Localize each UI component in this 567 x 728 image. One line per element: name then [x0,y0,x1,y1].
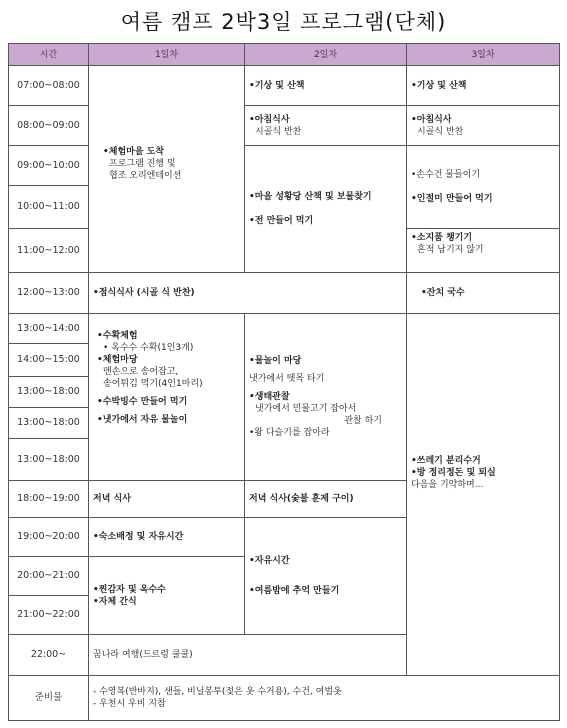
time-cell: 13:00~18:00 [8,438,89,481]
day2-morning [244,145,407,273]
activity-detail: 관찰 하기 [344,416,382,426]
activity-title: •아침식사 [411,114,452,125]
activity-title: •체험마을 도착 [103,147,165,157]
activity-detail: 시골식 반찬 [417,126,464,137]
time-cell: 20:00~21:00 [8,556,89,596]
activity-title: •마을 성황당 산책 및 보물찾기 [249,192,372,202]
supplies-list [88,675,560,721]
activity-title: •여름밤에 추억 만들기 [249,586,340,596]
day1-snack [88,556,245,635]
activity-title: •생태관찰 [249,392,290,402]
activity-title: •물놀이 마당 [249,356,302,366]
activity-title: •자체 간식 [93,596,137,607]
day1-arrival [88,65,245,273]
activity-detail: 냇가에서 뗏목 타기 [249,374,325,384]
activity-title: •수박빙수 만들어 먹기 [97,397,188,407]
header-time: 시간 [8,43,89,66]
activity-title: •전 만들어 먹기 [249,216,314,226]
day2-evening [244,517,407,635]
activity-detail: 흔적 남기지 않기 [417,245,484,255]
time-cell: 13:00~18:00 [8,376,89,408]
time-cell: 14:00~15:00 [8,343,89,377]
time-cell: 08:00~09:00 [8,105,89,146]
activity-title: •기상 및 산책 [411,80,467,91]
day2-wakeup [244,65,407,106]
supplies-label: 준비물 [8,675,89,721]
time-cell: 11:00~12:00 [8,228,89,273]
night-row [88,634,407,676]
time-cell: 22:00~ [8,634,89,676]
activity-detail: 시골식 반찬 [255,126,302,137]
activity-title: 저녁 식사 [93,494,131,504]
header-day3: 3일차 [406,43,560,66]
activity-title: •방 정리정돈 및 퇴실 [411,468,496,478]
day3-breakfast [406,105,560,146]
activity-title: •찐감자 및 옥수수 [93,584,166,595]
activity-title: •숙소배정 및 자유시간 [93,532,184,542]
activity-title: •기상 및 산책 [249,80,305,91]
day2-dinner [244,480,407,518]
activity-title: •수확체험 [97,331,138,341]
activity-title: •손수건 물들이기 [411,170,481,180]
activity-title: 저녁 식사(숯불 훈제 구이) [249,494,354,504]
activity-detail: • 옥수수 수확(1인3개) [103,343,194,353]
activity-title: •잔치 국수 [421,288,465,298]
activity-title: •인절미 만들어 먹기 [411,194,493,204]
lunch-row [88,272,407,314]
activity-title: •아침식사 [249,114,290,125]
day3-belongings [406,228,560,273]
activity-title: •쓰레기 분리수거 [411,456,481,466]
header-day2: 2일차 [244,43,407,66]
time-cell: 13:00~14:00 [8,313,89,344]
activity-title: •냇가에서 자유 물놀이 [97,415,188,425]
day1-dinner [88,480,245,518]
activity-detail: 다음을 기약하며... [411,480,484,490]
day1-afternoon [88,313,245,481]
time-cell: 09:00~10:00 [8,145,89,186]
activity-detail: 냇가에서 민물고기 잡아서 [255,404,357,414]
page-title: 여름 캠프 2박3일 프로그램(단체) [120,10,447,34]
activity-detail: 송어튀김 먹기(4인1마리) [103,379,203,389]
day3-wakeup [406,65,560,106]
activity-detail: 맨손으로 송어잡고, [103,367,179,377]
time-cell: 07:00~08:00 [8,65,89,106]
activity-detail: 프로그램 진행 및 [109,159,176,169]
time-cell: 12:00~13:00 [8,272,89,314]
activity-title: •자유시간 [249,556,290,566]
time-cell: 18:00~19:00 [8,480,89,518]
activity-title: •소지품 챙기기 [411,233,473,243]
supplies-item: - 수영복(반바지), 샌들, 비닐봉투(젖은 옷 수거용), 수건, 여벌옷 [93,687,342,697]
header-day1: 1일차 [88,43,245,66]
day1-lodging [88,517,245,557]
time-cell: 19:00~20:00 [8,517,89,557]
activity-detail: •왕 다슬기를 잡아라 [249,428,330,438]
day3-checkout [406,313,560,676]
activity-detail: 협조 오리엔테이션 [109,171,182,181]
time-cell: 13:00~18:00 [8,407,89,439]
time-cell: 10:00~11:00 [8,185,89,229]
day2-afternoon [244,313,407,481]
supplies-item: - 우천시 우비 지참 [93,699,166,709]
time-cell: 21:00~22:00 [8,595,89,635]
day3-lunch [406,272,560,314]
day2-breakfast [244,105,407,146]
activity-title: 꿈나라 여행(드르렁 쿨쿨) [93,650,193,660]
activity-title: •체험마당 [97,355,138,365]
day3-morning [406,145,560,229]
activity-title: •점식식사 (시골 식 반찬) [93,288,195,298]
